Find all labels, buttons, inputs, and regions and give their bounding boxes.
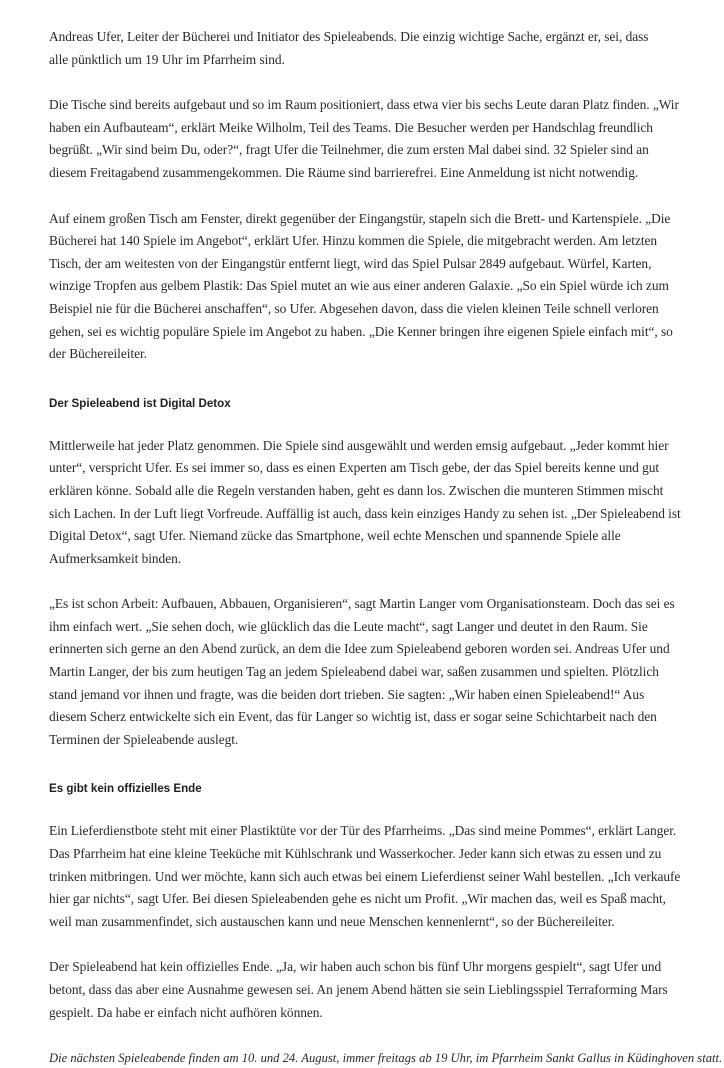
section-heading-digital-detox: Der Spieleabend ist Digital Detox xyxy=(49,396,231,410)
section1-paragraph-1: Mittlerweile hat jeder Platz genommen. Die Spiele sind ausgewählt und werden emsig aufgebaut. „Jeder kommt hier unter“, verspricht Ufer. Es sei immer so, dass es einen Experten am Tisch gebe, der das Spiel bereits kenne und gut erklären könne. Sobald alle die Regeln verstanden haben, geht es dann los. Zwischen die munteren Stimmen mischt sich Lachen. In der Luft liegt Vorfreude. Auffällig ist auch, dass kein einziges Handy zu sehen ist. „Der Spieleabend ist Digital Detox“, sagt Ufer. Niemand zücke das Smartphone, weil echte Menschen und spannende Spiele alle Aufmerksamkeit binden. xyxy=(49,437,681,566)
section2-paragraph-2: Der Spieleabend hat kein offizielles Ende. „Ja, wir haben auch schon bis fünf Uhr morgens gespielt“, sagt Ufer und betont, dass das aber eine Ausnahme gewesen sei. An jenem Abend hätten sie sein Lieblingsspiel Terraforming Mars gespielt. Da habe er einfach nicht aufhören können. xyxy=(49,959,668,1020)
section2-paragraph-1: Ein Lieferdienstbote steht mit einer Plastiktüte vor der Tür des Pfarrheims. „Das sind meine Pommes“, erklärt Langer. Das Pfarrheim hat eine kleine Teeküche mit Kühlschrank und Wasserkocher. Jeder kann sich etwas zu essen und zu trinken mitbringen. Und wer möchte, kann sich auch etwas bei einem Lieferdienst seiner Wahl bestellen. „Ich verkaufe hier gar nichts“, sagt Ufer. Bei diesen Spieleabenden gehe es nicht um Profit. „Wir machen das, weil es Spaß macht, weil man zusammenfindet, sich austauschen kann und neue Menschen kennenlernt“, so der Büchereileiter. xyxy=(49,823,681,929)
article-page xyxy=(49,26,723,1068)
section1-paragraph-2: „Es ist schon Arbeit: Aufbauen, Abbauen, Organisieren“, sagt Martin Langer vom Organisationsteam. Doch das sei es ihm einfach wert. „Sie sehen doch, wie glücklich das die Leute macht“, sagt Langer und deutet in den Raum. Sie erinnerten sich gerne an den Abend zurück, an dem die Idee zum Spieleabend geboren worden sei. Andreas Ufer und Martin Langer, der bis zum heutigen Tag an jedem Spieleabend dabei war, saßen zusammen und spielten. Plötzlich stand jemand vor ihnen und fragte, was die beiden dort trieben. Sie sagten: „Wir haben einen Spieleabend!“ Aus diesem Scherz entwickelte sich ein Event, das für Langer so wichtig ist, dass er sogar seine Schichtarbeit nach den Terminen der Spieleabende auslegt. xyxy=(49,596,675,747)
section-heading-no-official-end: Es gibt kein offizielles Ende xyxy=(49,782,202,796)
next-events-note: Die nächsten Spieleabende finden am 10. und 24. August, immer freitags ab 19 Uhr, im Pfarrheim Sankt Gallus in Küdinghoven statt. xyxy=(49,1051,723,1066)
intro-paragraph-1: Andreas Ufer, Leiter der Bücherei und Initiator des Spieleabends. Die einzig wichtige Sache, ergänzt er, sei, dass alle pünktlich um 19 Uhr im Pfarrheim sind. xyxy=(49,29,649,67)
intro-paragraph-3: Auf einem großen Tisch am Fenster, direkt gegenüber der Eingangstür, stapeln sich die Brett- und Kartenspiele. „Die Bücherei hat 140 Spiele im Angebot“, erklärt Ufer. Hinzu kommen die Spiele, die mitgebracht werden. Am letzten Tisch, der am weitesten von der Eingangstür entfernt liegt, wird das Spiel Pulsar 2849 aufgebaut. Würfel, Karten, winzige Tropfen aus gelbem Plastik: Das Spiel mutet an wie aus einer anderen Galaxie. „So ein Spiel würde ich zum Beispiel nie für die Bücherei anschaffen“, so Ufer. Abgesehen davon, dass die vielen kleinen Teile schnell verloren gehen, sei es wichtig populäre Spiele im Angebot zu haben. „Die Kenner bringen ihre eigenen Spiele einfach mit“, so der Büchereileiter. xyxy=(49,210,673,362)
intro-paragraph-2: Die Tische sind bereits aufgebaut und so im Raum positioniert, dass etwa vier bis sechs Leute daran Platz finden. „Wir haben ein Aufbauteam“, erklärt Meike Wilholm, Teil des Teams. Die Besucher werden per Handschlag freundlich begrüßt. „Wir sind beim Du, oder?“, fragt Ufer die Teilnehmer, die zum ersten Mal dabei sind. 32 Spieler sind an diesem Freitagabend zusammengekommen. Die Räume sind barrierefrei. Eine Anmeldung ist nicht notwendig. xyxy=(49,97,679,180)
